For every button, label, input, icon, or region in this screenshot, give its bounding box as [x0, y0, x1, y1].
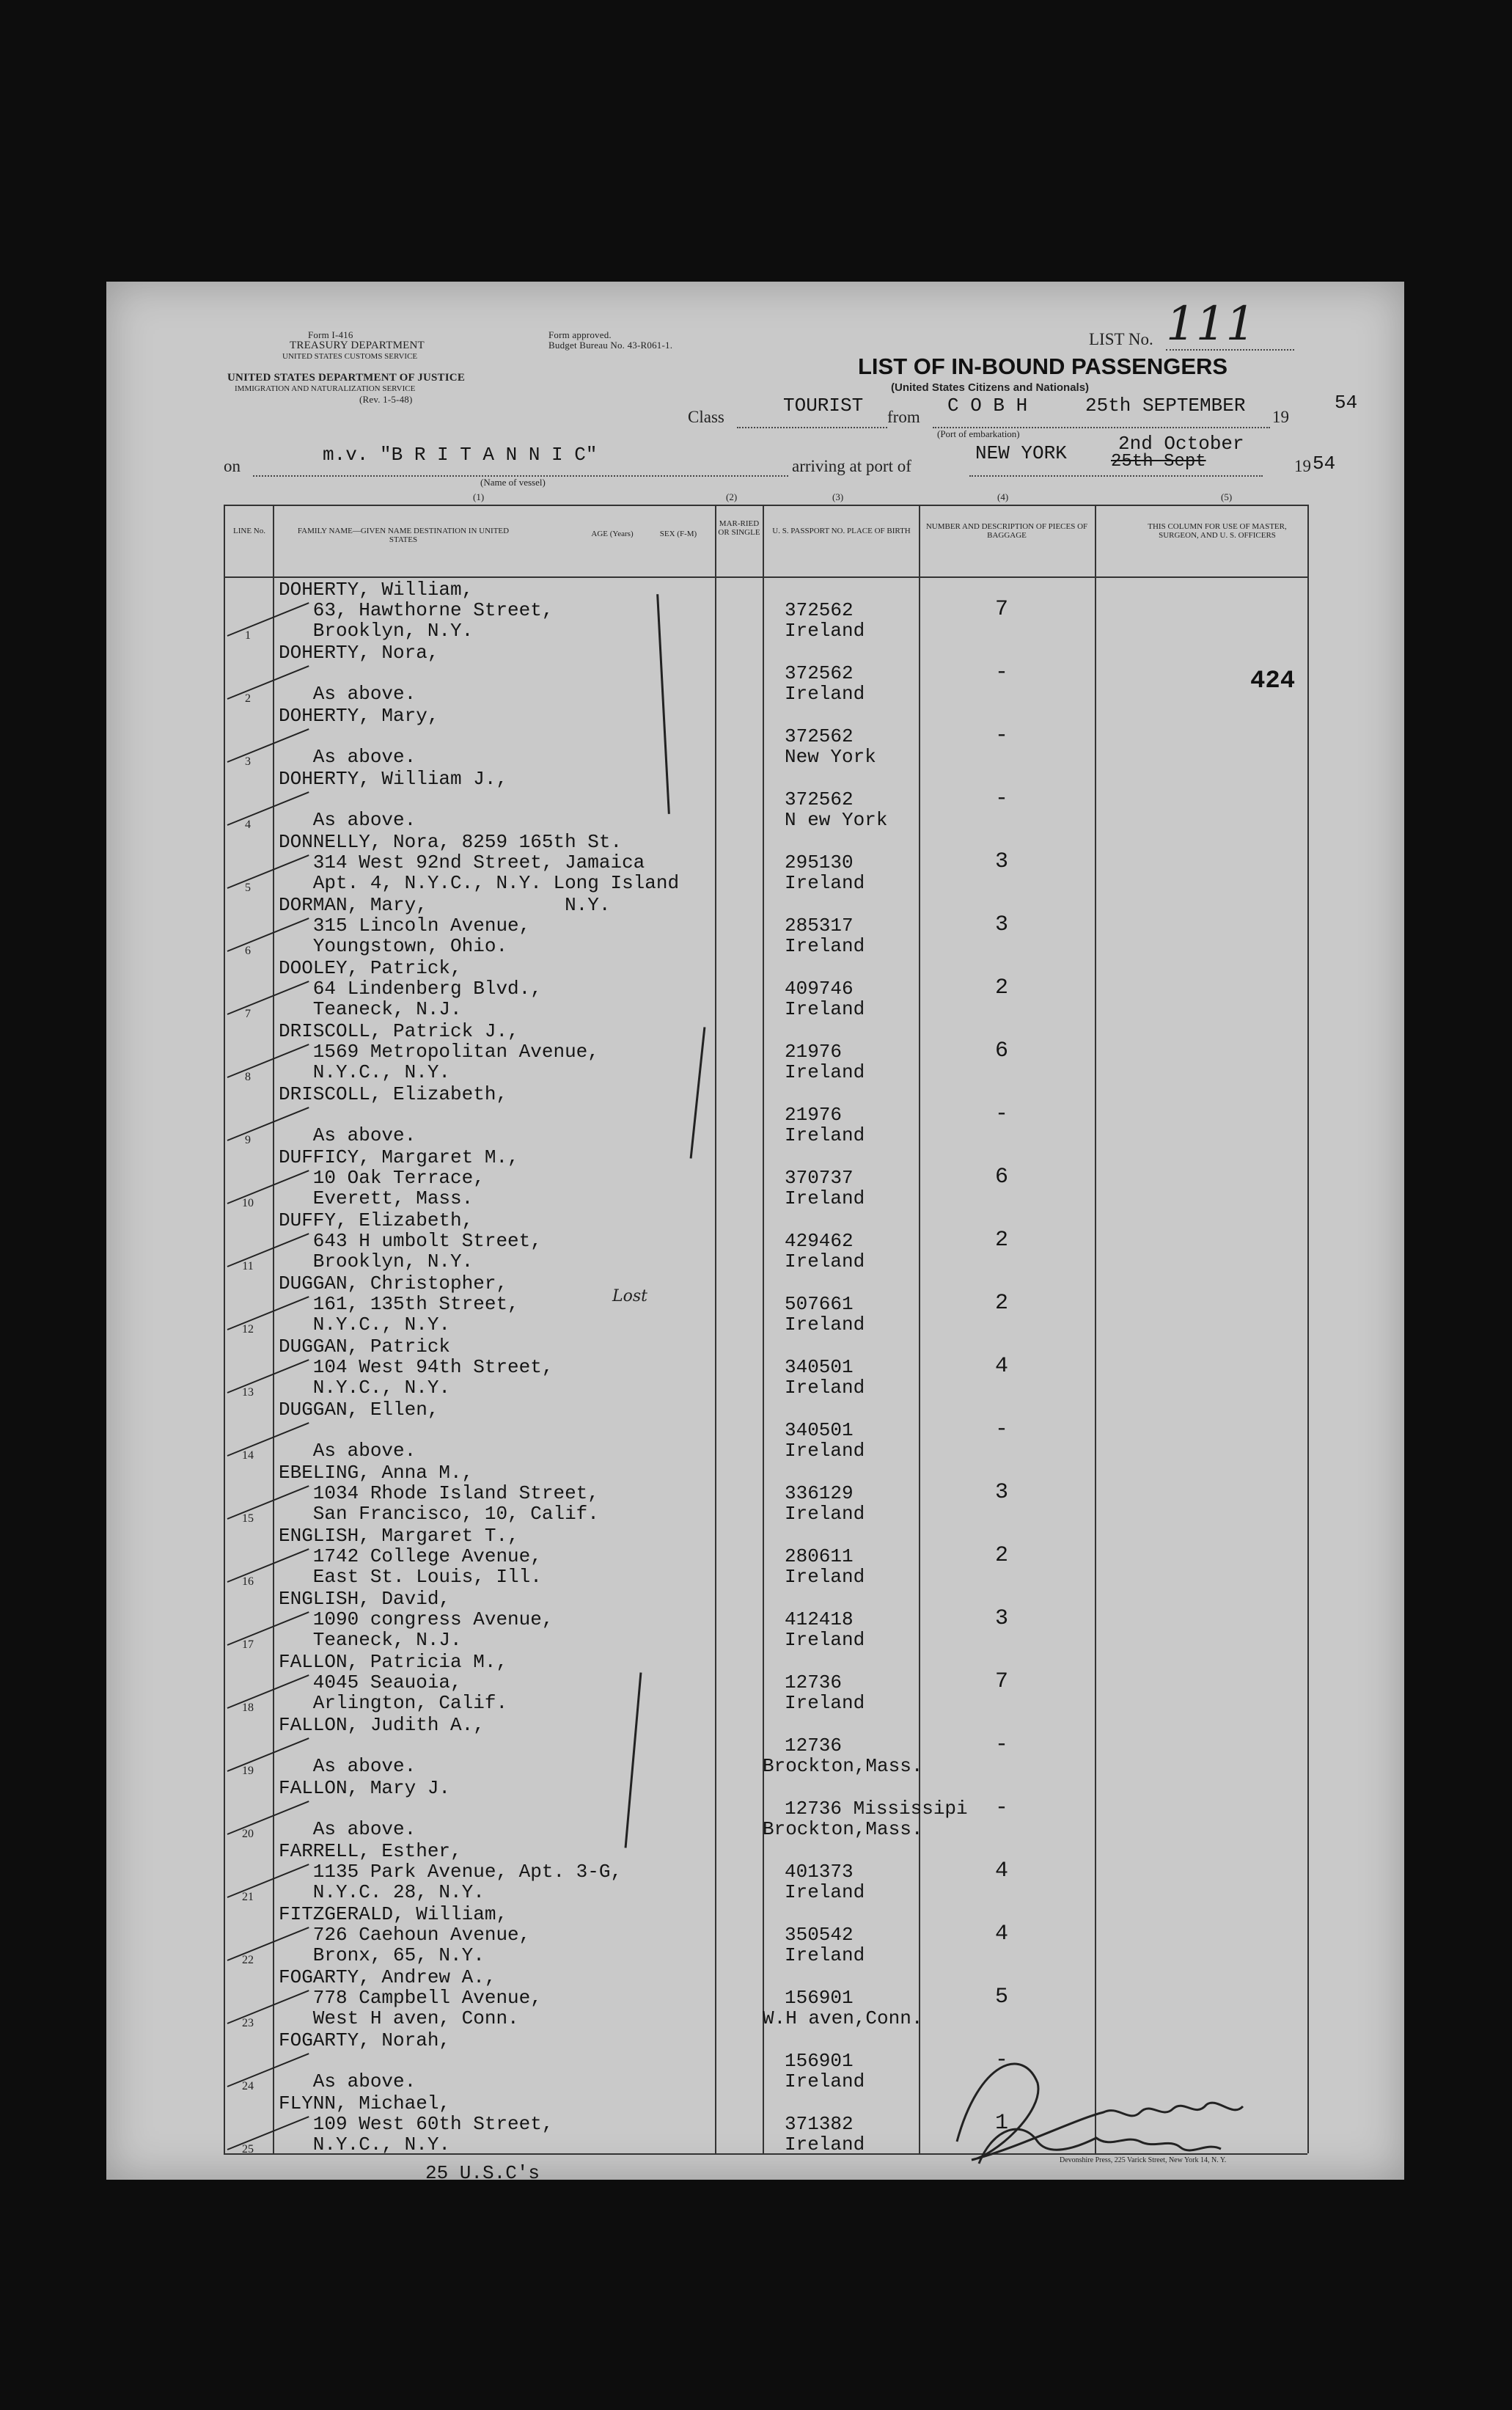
line-number: 22	[242, 1954, 254, 1966]
baggage-count: -	[994, 723, 1008, 748]
arrival-date-new: 2nd October	[1118, 433, 1244, 455]
passenger-address: Teaneck, N.J.	[279, 1629, 462, 1651]
passenger-address: 778 Campbell Avenue,	[279, 1987, 542, 2009]
passenger-name: FALLON, Mary J.	[279, 1777, 451, 1799]
passenger-address: Everett, Mass.	[279, 1187, 474, 1209]
place-of-birth: Ireland	[785, 1692, 865, 1714]
table-row	[0, 955, 1512, 1018]
table-row	[0, 1649, 1512, 1712]
passport-number: 412418	[785, 1608, 854, 1630]
baggage-count: 6	[994, 1165, 1008, 1190]
passenger-name: DORMAN, Mary, N.Y.	[279, 894, 611, 916]
page-subtitle: (United States Citizens and Nationals)	[891, 381, 1090, 394]
col-num-4: (4)	[997, 491, 1009, 502]
line-number: 5	[245, 882, 251, 894]
place-of-birth: Ireland	[785, 935, 865, 957]
table-row	[0, 1144, 1512, 1207]
table-row	[0, 1901, 1512, 1964]
passenger-address: N.Y.C., N.Y.	[279, 1314, 451, 1336]
line-number: 25	[242, 2143, 254, 2156]
passenger-address: 314 West 92nd Street, Jamaica	[279, 851, 645, 873]
arrival-line	[969, 475, 1263, 477]
passenger-name: FOGARTY, Andrew A.,	[279, 1966, 496, 1988]
passport-number: 336129	[785, 1482, 854, 1504]
passenger-name: DUGGAN, Patrick	[279, 1336, 451, 1358]
table-row	[0, 703, 1512, 766]
place-of-birth: Ireland	[785, 1250, 865, 1272]
passport-number: 156901	[785, 1987, 854, 2009]
table-row	[0, 1081, 1512, 1144]
line-number: 8	[245, 1071, 251, 1083]
table-row	[0, 1018, 1512, 1081]
passenger-name: DUFFICY, Margaret M.,	[279, 1146, 519, 1168]
passport-number: 372562	[785, 599, 854, 621]
passport-number: 21976	[785, 1104, 843, 1126]
list-no-label: LIST No.	[1089, 330, 1153, 348]
passport-number: 350542	[785, 1924, 854, 1946]
line-number: 18	[242, 1702, 254, 1714]
passenger-address: 1742 College Avenue,	[279, 1545, 542, 1567]
passenger-address: Teaneck, N.J.	[279, 998, 462, 1020]
passenger-name: EBELING, Anna M.,	[279, 1462, 474, 1484]
baggage-count: -	[994, 2048, 1008, 2073]
col-header-age: AGE (Years)	[591, 530, 634, 538]
baggage-count: 5	[994, 1985, 1008, 2010]
col-num-3: (3)	[832, 491, 844, 502]
passenger-name: FARRELL, Esther,	[279, 1840, 462, 1862]
year-prefix: 19	[1272, 408, 1289, 426]
passenger-address: N.Y.C., N.Y.	[279, 1377, 451, 1399]
place-of-birth: Ireland	[785, 1629, 865, 1651]
class-line	[737, 427, 887, 428]
passenger-address: 161, 135th Street,	[279, 1293, 519, 1315]
passenger-address: 1135 Park Avenue, Apt. 3-G,	[279, 1861, 623, 1883]
passport-number: 12736	[785, 1671, 843, 1693]
passenger-address: 1034 Rhode Island Street,	[279, 1482, 599, 1504]
passenger-name: FALLON, Judith A.,	[279, 1714, 485, 1736]
col-header-name: FAMILY NAME—GIVEN NAME DESTINATION IN UNITED STATES	[297, 527, 510, 544]
col-header-line-no: LINE No.	[233, 527, 265, 535]
passenger-address: Brooklyn, N.Y.	[279, 1250, 474, 1272]
table-row	[0, 576, 1512, 640]
table-top-rule	[224, 505, 1307, 506]
line-number: 20	[242, 1828, 254, 1840]
line-number: 6	[245, 945, 251, 957]
passenger-address: As above.	[279, 1124, 416, 1146]
passenger-address: Apt. 4, N.Y.C., N.Y. Long Island	[279, 872, 680, 894]
form-number: Form I-416	[308, 329, 353, 340]
table-row	[0, 829, 1512, 892]
line-number: 17	[242, 1638, 254, 1651]
passenger-name: DRISCOLL, Elizabeth,	[279, 1083, 508, 1105]
place-of-birth: New York	[785, 746, 876, 768]
place-of-birth: N ew York	[785, 809, 888, 831]
passenger-address: San Francisco, 10, Calif.	[279, 1503, 599, 1525]
passport-number: 371382	[785, 2113, 854, 2135]
place-of-birth: Ireland	[785, 1187, 865, 1209]
passenger-address: As above.	[279, 2070, 416, 2092]
passenger-address: 726 Caehoun Avenue,	[279, 1924, 531, 1946]
passport-number: 401373	[785, 1861, 854, 1883]
passenger-address: West H aven, Conn.	[279, 2007, 519, 2029]
arrival-year: 54	[1313, 453, 1336, 475]
line-number: 9	[245, 1134, 251, 1146]
passenger-address: 643 H umbolt Street,	[279, 1230, 542, 1252]
budget-bureau: Budget Bureau No. 43-R061-1.	[548, 340, 673, 351]
arrival-port: NEW YORK	[975, 442, 1067, 464]
place-of-birth: Ireland	[785, 620, 865, 642]
place-of-birth: Ireland	[785, 872, 865, 894]
passenger-address: 63, Hawthorne Street,	[279, 599, 554, 621]
baggage-count: 1	[994, 2111, 1008, 2136]
baggage-count: 2	[994, 1291, 1008, 1316]
passenger-address: 64 Lindenberg Blvd.,	[279, 978, 542, 1000]
passenger-address: N.Y.C. 28, N.Y.	[279, 1881, 485, 1903]
table-row	[0, 1207, 1512, 1270]
place-of-birth: Ireland	[785, 1061, 865, 1083]
place-of-birth: Ireland	[785, 1503, 865, 1525]
baggage-count: 7	[994, 597, 1008, 622]
passenger-name: DUGGAN, Christopher,	[279, 1272, 508, 1294]
baggage-count: -	[994, 1102, 1008, 1127]
baggage-count: 4	[994, 1858, 1008, 1883]
passenger-name: DOHERTY, Mary,	[279, 705, 439, 727]
place-of-birth: Ireland	[785, 1944, 865, 1966]
passenger-name: ENGLISH, David,	[279, 1588, 451, 1610]
baggage-count: 3	[994, 1480, 1008, 1505]
table-row	[0, 892, 1512, 955]
place-of-birth: Ireland	[785, 1440, 865, 1462]
baggage-count: 7	[994, 1669, 1008, 1694]
place-of-birth: Ireland	[785, 1377, 865, 1399]
list-no-value: 111	[1166, 297, 1256, 351]
form-approved: Form approved.	[548, 329, 612, 340]
passenger-name: DONNELLY, Nora, 8259 165th St.	[279, 831, 623, 853]
passenger-name: DOHERTY, William,	[279, 579, 474, 601]
baggage-count: 3	[994, 849, 1008, 874]
passenger-name: FLYNN, Michael,	[279, 2092, 451, 2114]
passenger-address: As above.	[279, 683, 416, 705]
place-of-birth: Ireland	[785, 1124, 865, 1146]
line-number: 15	[242, 1512, 254, 1525]
passport-number: 370737	[785, 1167, 854, 1189]
col-header-sex: SEX (F-M)	[659, 530, 697, 538]
table-row	[0, 1712, 1512, 1775]
line-number: 1	[245, 629, 251, 642]
baggage-count: -	[994, 1417, 1008, 1442]
arriving-label: arriving at port of	[792, 457, 911, 475]
place-of-birth: Ireland	[785, 998, 865, 1020]
baggage-count: 4	[994, 1922, 1008, 1946]
baggage-count: -	[994, 786, 1008, 811]
revision: (Rev. 1-5-48)	[359, 394, 413, 405]
table-row	[0, 1333, 1512, 1399]
line-number: 11	[242, 1260, 254, 1272]
passenger-address: N.Y.C., N.Y.	[279, 2134, 451, 2156]
passport-number: 372562	[785, 788, 854, 810]
place-of-birth: Ireland	[785, 683, 865, 705]
passenger-name: DRISCOLL, Patrick J.,	[279, 1020, 519, 1042]
baggage-count: 2	[994, 975, 1008, 1000]
passenger-name: DUGGAN, Ellen,	[279, 1399, 439, 1421]
passenger-address: Arlington, Calif.	[279, 1692, 508, 1714]
passport-number: 372562	[785, 725, 854, 747]
line-number: 7	[245, 1008, 251, 1020]
passport-number: 12736	[785, 1735, 843, 1757]
total-count: 25 U.S.C's	[425, 2162, 540, 2184]
passport-number: 409746	[785, 978, 854, 1000]
port-embark-caption: (Port of embarkation)	[937, 428, 1020, 439]
place-of-birth: Brockton,Mass.	[763, 1755, 923, 1777]
passport-number: 429462	[785, 1230, 854, 1252]
line-number: 16	[242, 1575, 254, 1588]
place-of-birth: W.H aven,Conn.	[763, 2007, 923, 2029]
arrival-year-prefix: 19	[1294, 457, 1311, 475]
ins-service: IMMIGRATION AND NATURALIZATION SERVICE	[235, 384, 416, 393]
place-of-birth: Ireland	[785, 2134, 865, 2156]
passenger-address: As above.	[279, 809, 416, 831]
passport-number: 12736 Mississipi	[785, 1798, 968, 1820]
table-row	[0, 1964, 1512, 2027]
baggage-count: 4	[994, 1354, 1008, 1379]
line-number: 24	[242, 2080, 254, 2092]
passenger-address: As above.	[279, 1440, 416, 1462]
passenger-name: DUFFY, Elizabeth,	[279, 1209, 474, 1231]
passport-number: 285317	[785, 915, 854, 937]
passenger-name: DOHERTY, William J.,	[279, 768, 508, 790]
passport-number: 507661	[785, 1293, 854, 1315]
passenger-name: FOGARTY, Norah,	[279, 2029, 451, 2051]
passenger-address: 315 Lincoln Avenue,	[279, 915, 531, 937]
place-of-birth: Ireland	[785, 1314, 865, 1336]
place-of-birth: Ireland	[785, 1881, 865, 1903]
passenger-address: As above.	[279, 1755, 416, 1777]
table-row	[0, 766, 1512, 829]
table-row	[0, 1270, 1512, 1336]
passenger-address: 109 West 60th Street,	[279, 2113, 554, 2135]
year-value: 54	[1335, 392, 1358, 414]
passenger-address: 10 Oak Terrace,	[279, 1167, 485, 1189]
page-title: LIST OF IN-BOUND PASSENGERS	[858, 354, 1228, 379]
passport-number: 372562	[785, 662, 854, 684]
passport-number: 280611	[785, 1545, 854, 1567]
printer-credit: Devonshire Press, 225 Varick Street, New York 14, N. Y.	[1060, 2156, 1227, 2164]
table-row	[0, 1838, 1512, 1901]
baggage-count: 3	[994, 912, 1008, 937]
passenger-name: ENGLISH, Margaret T.,	[279, 1525, 519, 1547]
passenger-address: 1090 congress Avenue,	[279, 1608, 554, 1630]
col-header-passport: U. S. PASSPORT NO. PLACE OF BIRTH	[772, 527, 911, 535]
baggage-count: -	[994, 1795, 1008, 1820]
class-value: TOURIST	[783, 395, 864, 417]
line-number: 3	[245, 755, 251, 768]
baggage-count: 3	[994, 1606, 1008, 1631]
passenger-address: Brooklyn, N.Y.	[279, 620, 474, 642]
baggage-count: -	[994, 1732, 1008, 1757]
from-port: C O B H	[947, 395, 1028, 417]
baggage-count: -	[994, 660, 1008, 685]
line-number: 19	[242, 1765, 254, 1777]
margin-note: Lost	[612, 1287, 647, 1305]
treasury-dept: TREASURY DEPARTMENT	[290, 340, 425, 351]
table-row	[0, 1586, 1512, 1649]
line-number: 14	[242, 1449, 254, 1462]
baggage-count: 6	[994, 1039, 1008, 1063]
passenger-name: DOHERTY, Nora,	[279, 642, 439, 664]
on-label: on	[224, 457, 241, 475]
passenger-address: Bronx, 65, N.Y.	[279, 1944, 485, 1966]
line-number: 10	[242, 1197, 254, 1209]
table-row	[0, 1396, 1512, 1462]
place-of-birth: Ireland	[785, 1566, 865, 1588]
passenger-name: DOOLEY, Patrick,	[279, 957, 462, 979]
table-row	[0, 1775, 1512, 1838]
passport-number: 295130	[785, 851, 854, 873]
passenger-name: FALLON, Patricia M.,	[279, 1651, 508, 1673]
col-header-officers: THIS COLUMN FOR USE OF MASTER, SURGEON, AND U. S. OFFICERS	[1148, 522, 1287, 540]
officer-note: 424	[1250, 667, 1296, 695]
line-number: 23	[242, 2017, 254, 2029]
passenger-address: As above.	[279, 1818, 416, 1840]
vessel-caption: (Name of vessel)	[480, 477, 546, 488]
passenger-address: Youngstown, Ohio.	[279, 935, 508, 957]
col-num-2: (2)	[726, 491, 738, 502]
passport-number: 21976	[785, 1041, 843, 1063]
table-row	[0, 1523, 1512, 1586]
vessel-name: m.v. "B R I T A N N I C"	[323, 444, 598, 466]
place-of-birth: Brockton,Mass.	[763, 1818, 923, 1840]
line-number: 12	[242, 1323, 254, 1336]
baggage-count: 2	[994, 1543, 1008, 1568]
passenger-address: 4045 Seauoia,	[279, 1671, 462, 1693]
passenger-address: 1569 Metropolitan Avenue,	[279, 1041, 599, 1063]
passport-number: 340501	[785, 1356, 854, 1378]
passport-number: 340501	[785, 1419, 854, 1441]
passenger-address: 104 West 94th Street,	[279, 1356, 554, 1378]
passenger-address: N.Y.C., N.Y.	[279, 1061, 451, 1083]
justice-dept: UNITED STATES DEPARTMENT OF JUSTICE	[227, 372, 466, 384]
line-number: 13	[242, 1386, 254, 1399]
col-header-baggage: NUMBER AND DESCRIPTION OF PIECES OF BAGGAGE	[925, 522, 1088, 540]
col-num-1: (1)	[473, 491, 485, 502]
line-number: 2	[245, 692, 251, 705]
class-label: Class	[688, 408, 724, 426]
baggage-count: 2	[994, 1228, 1008, 1253]
arrival-date-struck: 25th Sept	[1111, 452, 1206, 472]
from-date: 25th SEPTEMBER	[1085, 395, 1246, 417]
from-label: from	[887, 408, 920, 426]
customs-service: UNITED STATES CUSTOMS SERVICE	[282, 352, 418, 361]
passenger-address: East St. Louis, Ill.	[279, 1566, 542, 1588]
place-of-birth: Ireland	[785, 2070, 865, 2092]
table-row	[0, 1459, 1512, 1523]
line-number: 21	[242, 1891, 254, 1903]
passenger-address: As above.	[279, 746, 416, 768]
passenger-name: FITZGERALD, William,	[279, 1903, 508, 1925]
line-number: 4	[245, 818, 251, 831]
col-header-married: MAR-RIED OR SINGLE	[718, 519, 760, 537]
col-num-5: (5)	[1221, 491, 1233, 502]
passport-number: 156901	[785, 2050, 854, 2072]
